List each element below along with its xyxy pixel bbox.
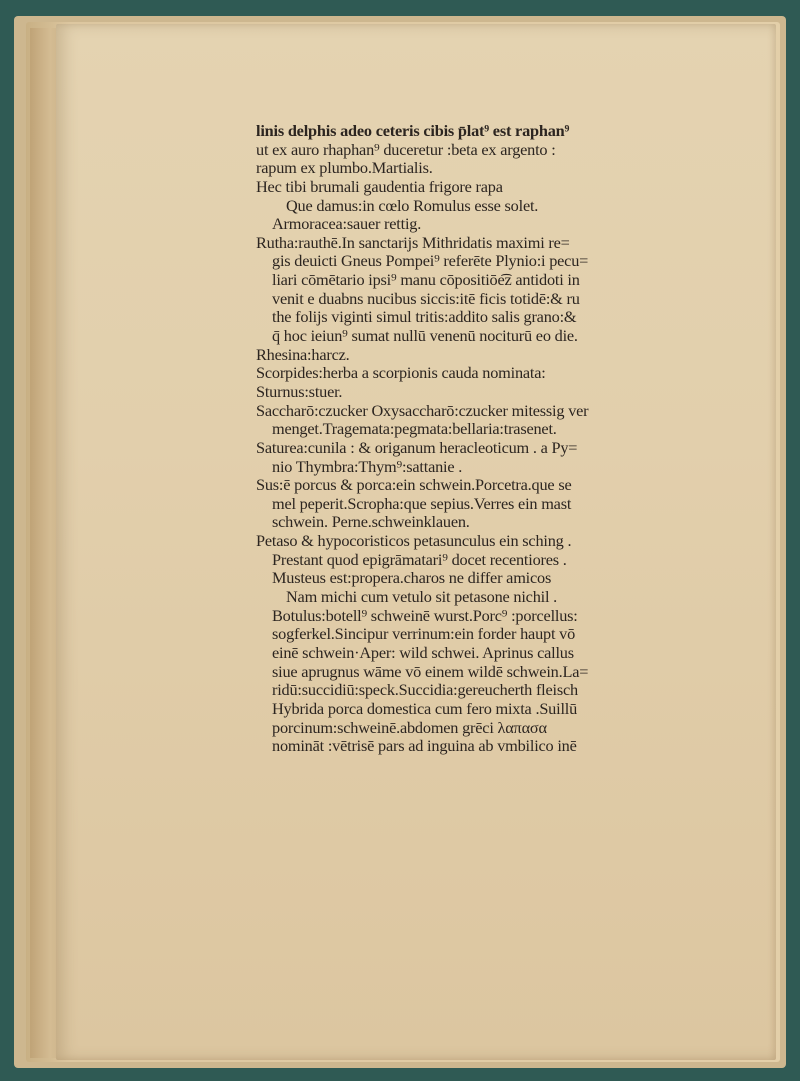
text-line: q̄ hoc ieiun⁹ sumat nullū venenū nociturū eo die. — [272, 326, 578, 346]
text-line: Hybrida porca domestica cum fero mixta .Suillū — [272, 698, 578, 718]
text-line: sogferkel.Sincipur verrinum:ein forder haupt vō — [272, 624, 576, 644]
text-line: Prestant quod epigrāmatari⁹ docet recentiores . — [272, 549, 567, 569]
text-line: Musteus est:propera.charos ne differ amicos — [272, 568, 552, 588]
text-line: rapum ex plumbo.Martialis. — [256, 158, 433, 178]
text-line: menget.Tragemata:pegmata:bellaria:trasenet. — [272, 419, 557, 439]
text-line: porcinum:schweinē.abdomen grēci λαπασα — [272, 717, 547, 737]
text-line: nomināt :vētrisē pars ad inguina ab vmbilico inē — [272, 736, 577, 756]
text-line: schwein. Perne.schweinklauen. — [272, 512, 470, 532]
text-line: Rhesina:harcz. — [256, 344, 350, 364]
text-line: venit e duabns nucibus siccis:itē ficis totidē:& ru — [272, 288, 580, 308]
text-line: the folijs viginti simul tritis:addito salis grano:& — [272, 307, 577, 327]
text-line: ridū:succidiū:speck.Succidia:gereucherth fleisch — [272, 680, 578, 700]
text-line: Saccharō:czucker Oxysaccharō:czucker mitessig ver — [256, 400, 589, 420]
text-line: ut ex auro rhaphan⁹ duceretur :beta ex argento : — [256, 139, 556, 159]
text-line: Hec tibi brumali gaudentia frigore rapa — [256, 176, 503, 196]
text-line: Armoracea:sauer rettig. — [272, 214, 422, 234]
text-line: Scorpides:herba a scorpionis cauda nominata: — [256, 363, 546, 383]
text-line: Rutha:rauthē.In sanctarijs Mithridatis maximi re= — [256, 232, 570, 252]
text-line: nio Thymbra:Thym⁹:sattanie . — [272, 456, 463, 476]
text-line: Que damus:in cœlo Romulus esse solet. — [286, 195, 539, 215]
text-line: linis delphis adeo ceteris cibis p̄lat⁹ est raphan⁹ — [256, 121, 570, 140]
text-line: siue aprugnus wāme vō einem wildē schwein.La= — [272, 661, 589, 681]
text-line: Botulus:botell⁹ schweinē wurst.Porc⁹ :porcellus: — [272, 605, 578, 625]
text-line: gis deuicti Gneus Pompei⁹ referēte Plynio:i pecu= — [272, 251, 589, 271]
text-block — [256, 122, 726, 756]
text-line: mel peperit.Scropha:que sepius.Verres ein mast — [272, 493, 572, 513]
text-line: Nam michi cum vetulo sit petasone nichil . — [286, 587, 558, 607]
text-line: einē schwein·Aper: wild schwei. Aprinus callus — [272, 642, 574, 662]
text-line: liari cōmētario ipsi⁹ manu cōpositiōe͡z antidoti in — [272, 270, 580, 290]
text-line: Sus:ē porcus & porca:ein schwein.Porcetra.que se — [256, 475, 572, 495]
text-line: Saturea:cunila : & origanum heracleoticum . a Py= — [256, 437, 578, 457]
text-line: Sturnus:stuer. — [256, 381, 343, 401]
text-line: Petaso & hypocoristicos petasunculus ein sching . — [256, 531, 572, 551]
